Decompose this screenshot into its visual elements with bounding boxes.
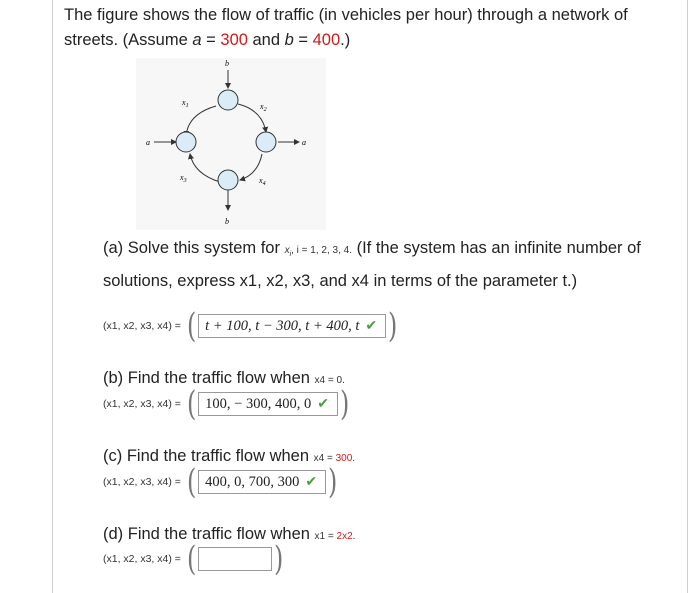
part-b-answer-row (103, 386, 351, 422)
part-c-condition-end: . (352, 453, 356, 464)
label-x3: $x_3$ (180, 173, 187, 184)
node-left (176, 132, 196, 152)
open-paren: ( (186, 462, 197, 502)
edge-x1 (186, 106, 216, 136)
equals-sign-2: = (293, 31, 313, 49)
label-x2: $x_2$ (260, 102, 267, 113)
equals-sign: = (201, 31, 221, 49)
open-paren: ( (186, 384, 197, 424)
tuple-label-b: (x1, x2, x3, x4) = (103, 398, 181, 410)
part-a-text-2: (If the system has an infinite number of solutions, express x (103, 239, 641, 290)
part-d-answer-row (103, 541, 285, 577)
a-symbol: a (192, 31, 202, 49)
network-svg (136, 58, 326, 230)
part-b-condition: x4 = 0. (314, 375, 345, 386)
and-text: and (247, 31, 285, 49)
traffic-network-diagram (136, 58, 326, 230)
b-value: 400 (312, 31, 341, 49)
index-var: $x_i$ (284, 245, 292, 258)
check-icon: ✔ (365, 318, 378, 334)
b-symbol: b (284, 31, 294, 49)
check-icon: ✔ (317, 396, 329, 412)
node-bottom (218, 170, 238, 190)
part-a-prompt (103, 235, 663, 294)
part-d-answer-input[interactable] (198, 547, 272, 571)
part-b-text: (b) Find the traffic flow when (103, 369, 310, 387)
part-b-answer-value: 100, − 300, 400, 0 (205, 395, 312, 412)
part-c-text: (c) Find the traffic flow when (103, 447, 310, 465)
part-c-answer-input[interactable] (198, 470, 326, 494)
tuple-label-a: (x1, x2, x3, x4) = (103, 320, 181, 332)
edge-x3 (190, 154, 220, 182)
node-top (218, 90, 238, 110)
part-c-condition-value: 300 (335, 453, 353, 464)
a-value: 300 (220, 31, 248, 49)
part-c-condition: x4 = (313, 453, 336, 464)
node-right (256, 132, 276, 152)
label-a-right: a (302, 138, 306, 147)
close-paren: ) (274, 539, 284, 579)
intro-text: The figure shows the flow of traffic (in vehicles per hour) through a network of streets. (Assume (64, 6, 628, 49)
tuple-label-c: (x1, x2, x3, x4) = (103, 476, 181, 488)
close-paren: ) (388, 306, 398, 346)
part-a-answer-value: t + 100, t − 300, t + 400, t (205, 317, 360, 334)
part-d-condition-end: . (352, 531, 356, 542)
part-a-answer-input[interactable] (198, 314, 386, 338)
close-paren: ) (328, 462, 338, 502)
part-a-text: (a) Solve this system for (103, 239, 280, 257)
part-c-answer-value: 400, 0, 700, 300 (205, 473, 300, 490)
label-b-bottom: b (225, 217, 229, 226)
part-b-answer-input[interactable] (198, 392, 338, 416)
index-range: , i = 1, 2, 3, 4. (291, 245, 352, 256)
label-x4: $x_4$ (259, 176, 266, 187)
label-x1: $x_1$ (182, 98, 189, 109)
open-paren: ( (186, 306, 197, 346)
open-paren: ( (186, 539, 197, 579)
label-b-top: b (225, 59, 229, 68)
label-a-left: a (146, 138, 150, 147)
tuple-label-d: (x1, x2, x3, x4) = (103, 553, 181, 565)
part-d-text: (d) Find the traffic flow when (103, 525, 310, 543)
end-text: .) (340, 31, 351, 49)
part-a-answer-row (103, 308, 399, 344)
check-icon: ✔ (305, 474, 318, 490)
part-d-condition: x1 = (314, 531, 337, 542)
part-c-answer-row (103, 464, 339, 500)
close-paren: ) (339, 384, 350, 424)
part-d-condition-value: 2x2 (336, 531, 353, 542)
problem-statement (64, 3, 684, 53)
part-a-vars: 1, x2, x3, and x4 in terms of the parameter t.) (247, 272, 578, 290)
